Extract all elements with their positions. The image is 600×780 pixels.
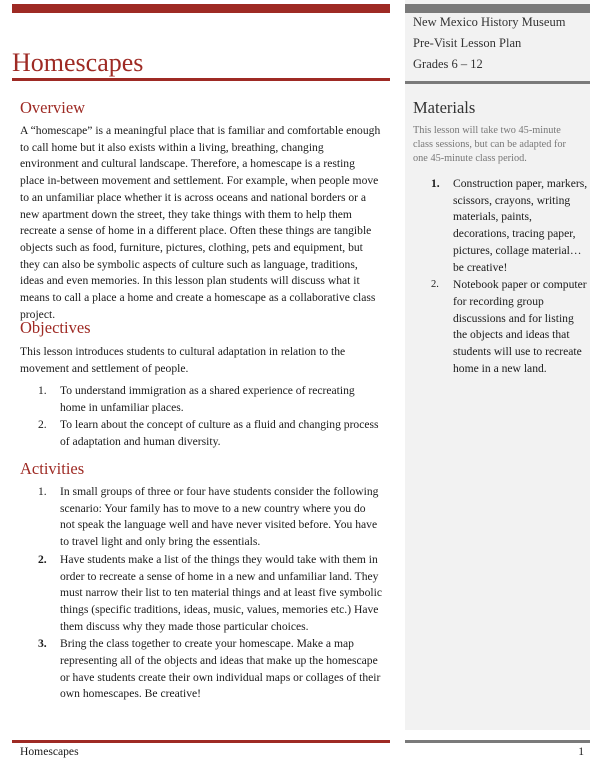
- page-title: Homescapes: [12, 48, 144, 77]
- list-item: [20, 552, 382, 636]
- materials-list: [413, 176, 588, 378]
- list-number: 3.: [38, 637, 47, 651]
- sidebar-header-rule: [405, 81, 590, 84]
- footer-title: Homescapes: [20, 745, 79, 758]
- title-block: [12, 48, 390, 78]
- overview-paragraph: A “homescape” is a meaningful place that is familiar and comfortable enough to call home but it also exists within a living, breathing, changing environment and cultural landscape. Therefore, a homescape is a resting place in-between movement and settlement. For example, when people move to an unfamiliar place whether it is across oceans and national borders or a new apartment down the street, they take things with them to help them recreate a sense of home in a different place. Often these things are tangible objects such as food, furniture, pictures, clothing, pets and equipment, but they can also be symbolic aspects of culture such as language, traditions, ideas and even memories. In this lesson plan students will discuss what it means to call a place a home and create a homescape as a collaborative class project.: [20, 124, 381, 321]
- grade-range: Grades 6 – 12: [413, 57, 483, 71]
- list-item: [20, 383, 382, 416]
- sidebar-header: [413, 12, 588, 75]
- objectives-list: [20, 383, 382, 452]
- list-text: Have students make a list of the things they would take with them in order to recreate a sense of home in a new and unfamiliar land. They must narrow their list to ten material things and at least five symbolic things (specific traditions, ideas, music, values, memories etc.) Have them discuss why they made those particular choices.: [60, 552, 382, 633]
- page-number: 1: [578, 745, 584, 758]
- list-number: 1.: [431, 177, 440, 190]
- list-text: In small groups of three or four have students consider the following scenario: Your family has to move to a new country where you do not speak the language well and have never visited before. You have to travel light and only bring the essentials.: [60, 485, 379, 549]
- list-text: Bring the class together to create your homescape. Make a map representing all of the objects and ideas that make up the homescape or have students create their own individual maps or collages of their own homescapes. Be creative!: [60, 637, 381, 701]
- list-text: To understand immigration as a shared experience of recreating home in unfamiliar places.: [60, 384, 355, 414]
- activities-heading: Activities: [20, 459, 85, 478]
- list-text: To learn about the concept of culture as a fluid and changing process of adaptation and human diversity.: [60, 418, 379, 449]
- list-number: 2.: [38, 552, 47, 566]
- list-number: 1.: [38, 485, 47, 498]
- list-item: [20, 484, 382, 551]
- list-text: Notebook paper or computer for recording group discussions and for listing the objects and ideas that students will use to recreate home in a new land.: [453, 278, 587, 375]
- footer-sidebar-rule: [405, 740, 590, 743]
- document-type: Pre-Visit Lesson Plan: [413, 36, 522, 50]
- list-item: [413, 277, 588, 377]
- objectives-intro: This lesson introduces students to cultural adaptation in relation to the movement and settlement of people.: [20, 345, 346, 375]
- list-item: [20, 636, 382, 703]
- footer-accent-rule: [12, 740, 390, 743]
- overview-heading: Overview: [20, 98, 86, 117]
- objectives-heading: Objectives: [20, 318, 91, 337]
- materials-intro: This lesson will take two 45-minute class sessions, but can be adapted for one 45-minute class period.: [413, 125, 566, 164]
- activities-list: [20, 484, 382, 704]
- list-text: Construction paper, markers, scissors, crayons, writing materials, paints, decorations, tracing paper, pictures, collage material…be creative!: [453, 177, 588, 274]
- materials-heading: Materials: [413, 98, 476, 117]
- museum-name: New Mexico History Museum: [413, 15, 566, 29]
- list-number: 2.: [38, 418, 47, 432]
- top-accent-bar: [12, 4, 390, 13]
- list-number: 2.: [431, 279, 439, 291]
- list-number: 1.: [38, 384, 47, 397]
- title-rule: [12, 78, 390, 81]
- list-item: [20, 417, 382, 450]
- list-item: [413, 176, 588, 276]
